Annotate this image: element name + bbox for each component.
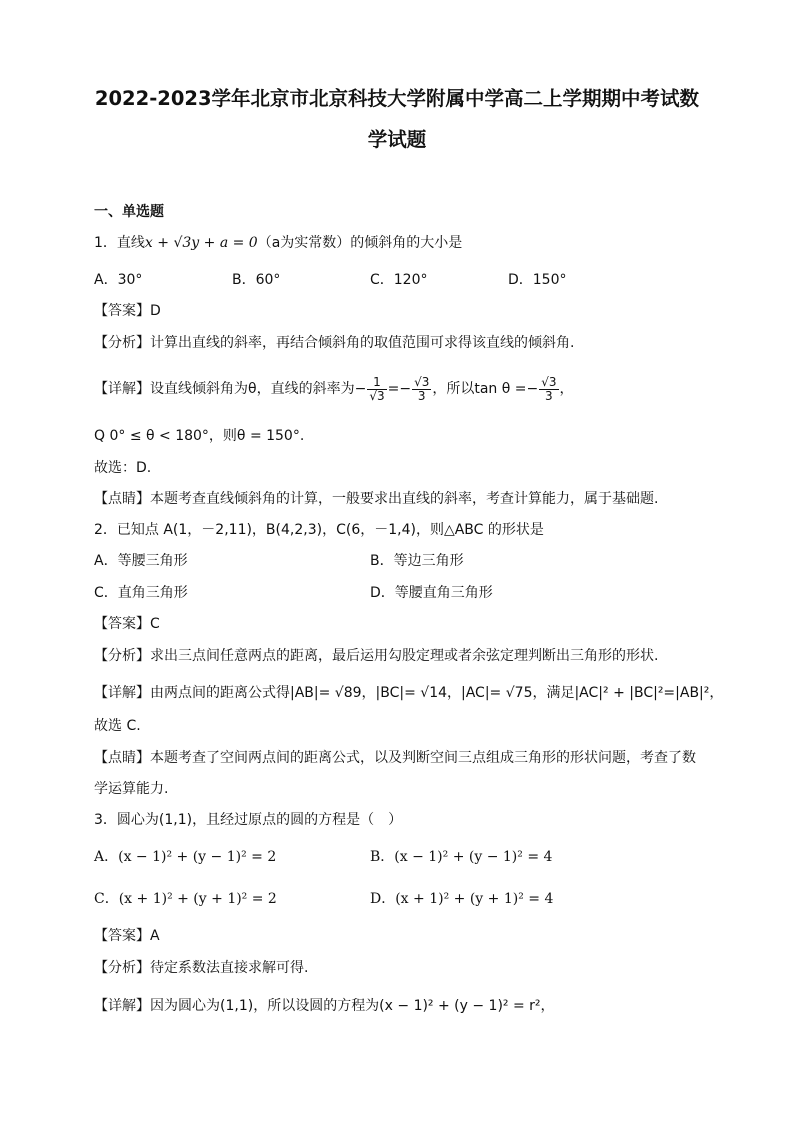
page-title-continued: 学试题 xyxy=(367,128,427,151)
q1-detail-end: ， xyxy=(559,381,574,397)
fraction-numerator: 1 xyxy=(367,376,386,390)
equals-sign: = xyxy=(387,381,400,397)
q1-option-b: B．60° xyxy=(232,272,281,288)
q1-analysis: 【分析】计算出直线的斜率，再结合倾斜角的取值范围可求得该直线的倾斜角. xyxy=(94,335,575,351)
fraction-numerator: √3 xyxy=(414,374,430,389)
q2-option-d: D．等腰直角三角形 xyxy=(370,585,493,601)
q2-comment-continued: 学运算能力. xyxy=(94,781,169,797)
q1-stem-pre: 1．直线 xyxy=(94,235,145,251)
q1-option-d: D．150° xyxy=(508,272,567,288)
fraction-1-over-sqrt3 xyxy=(367,376,386,403)
fraction-sqrt3-over-3 xyxy=(539,376,558,403)
q2-answer: 【答案】C xyxy=(94,616,160,632)
q3-option-c: C．(x + 1)² + (y + 1)² = 2 xyxy=(94,891,277,907)
fraction-numerator: √3 xyxy=(541,374,557,389)
q3-detail: 【详解】因为圆心为(1,1)，所以设圆的方程为(x − 1)² + (y − 1)² = r²， xyxy=(94,998,555,1014)
fraction-denominator: 3 xyxy=(417,388,426,403)
q2-option-b: B．等边三角形 xyxy=(370,553,464,569)
q1-option-a: A．30° xyxy=(94,272,143,288)
q1-detail-mid: ，所以tan θ = xyxy=(432,381,527,397)
q2-comment: 【点睛】本题考查了空间两点间的距离公式，以及判断空间三点组成三角形的形状问题，考查了数 xyxy=(94,750,696,766)
question-2-stem: 2．已知点 A(1，－2,11)，B(4,2,3)，C(6，－1,4)，则△ABC 的形状是 xyxy=(94,522,544,538)
q3-option-a: A．(x − 1)² + (y − 1)² = 2 xyxy=(94,849,277,865)
q3-answer: 【答案】A xyxy=(94,928,160,944)
page-title: 2022-2023学年北京市北京科技大学附属中学高二上学期期中考试数 xyxy=(94,87,700,110)
q1-stem-expr: x + √3y + a = 0 xyxy=(144,235,258,251)
q1-detail xyxy=(94,374,574,404)
q3-option-b: B．(x − 1)² + (y − 1)² = 4 xyxy=(370,849,553,865)
fraction-sqrt3-over-3 xyxy=(412,376,431,403)
q1-option-c: C．120° xyxy=(370,272,428,288)
minus-sign: − xyxy=(399,381,412,397)
q1-comment: 【点睛】本题考查直线倾斜角的计算，一般要求出直线的斜率，考查计算能力，属于基础题. xyxy=(94,491,659,507)
question-3-stem: 3．圆心为(1,1)，且经过原点的圆的方程是（ ） xyxy=(94,812,403,828)
fraction-denominator: √3 xyxy=(369,388,385,403)
minus-sign: − xyxy=(526,381,539,397)
q2-detail: 【详解】由两点间的距离公式得|AB|= √89，|BC|= √14，|AC|= √75，满足|AC|² + |BC|²=|AB|²， xyxy=(94,685,724,701)
minus-sign: − xyxy=(354,381,367,397)
q1-detail-line2: Q 0° ≤ θ < 180°，则θ = 150°. xyxy=(94,428,305,444)
fraction-denominator: 3 xyxy=(545,388,553,403)
q2-option-c: C．直角三角形 xyxy=(94,585,188,601)
q2-option-a: A．等腰三角形 xyxy=(94,553,188,569)
q1-answer: 【答案】D xyxy=(94,303,161,319)
q1-detail-pre: 【详解】设直线倾斜角为θ，直线的斜率为 xyxy=(94,381,355,397)
question-1-stem xyxy=(94,234,462,252)
q2-analysis: 【分析】求出三点间任意两点的距离，最后运用勾股定理或者余弦定理判断出三角形的形状. xyxy=(94,648,659,664)
q3-option-d: D．(x + 1)² + (y + 1)² = 4 xyxy=(370,891,554,907)
q2-choose: 故选 C. xyxy=(94,718,141,734)
q1-stem-post: （a为实常数）的倾斜角的大小是 xyxy=(257,235,463,251)
q3-analysis: 【分析】待定系数法直接求解可得. xyxy=(94,960,309,976)
section-heading: 一、单选题 xyxy=(94,204,164,220)
q1-choose: 故选：D. xyxy=(94,460,152,476)
